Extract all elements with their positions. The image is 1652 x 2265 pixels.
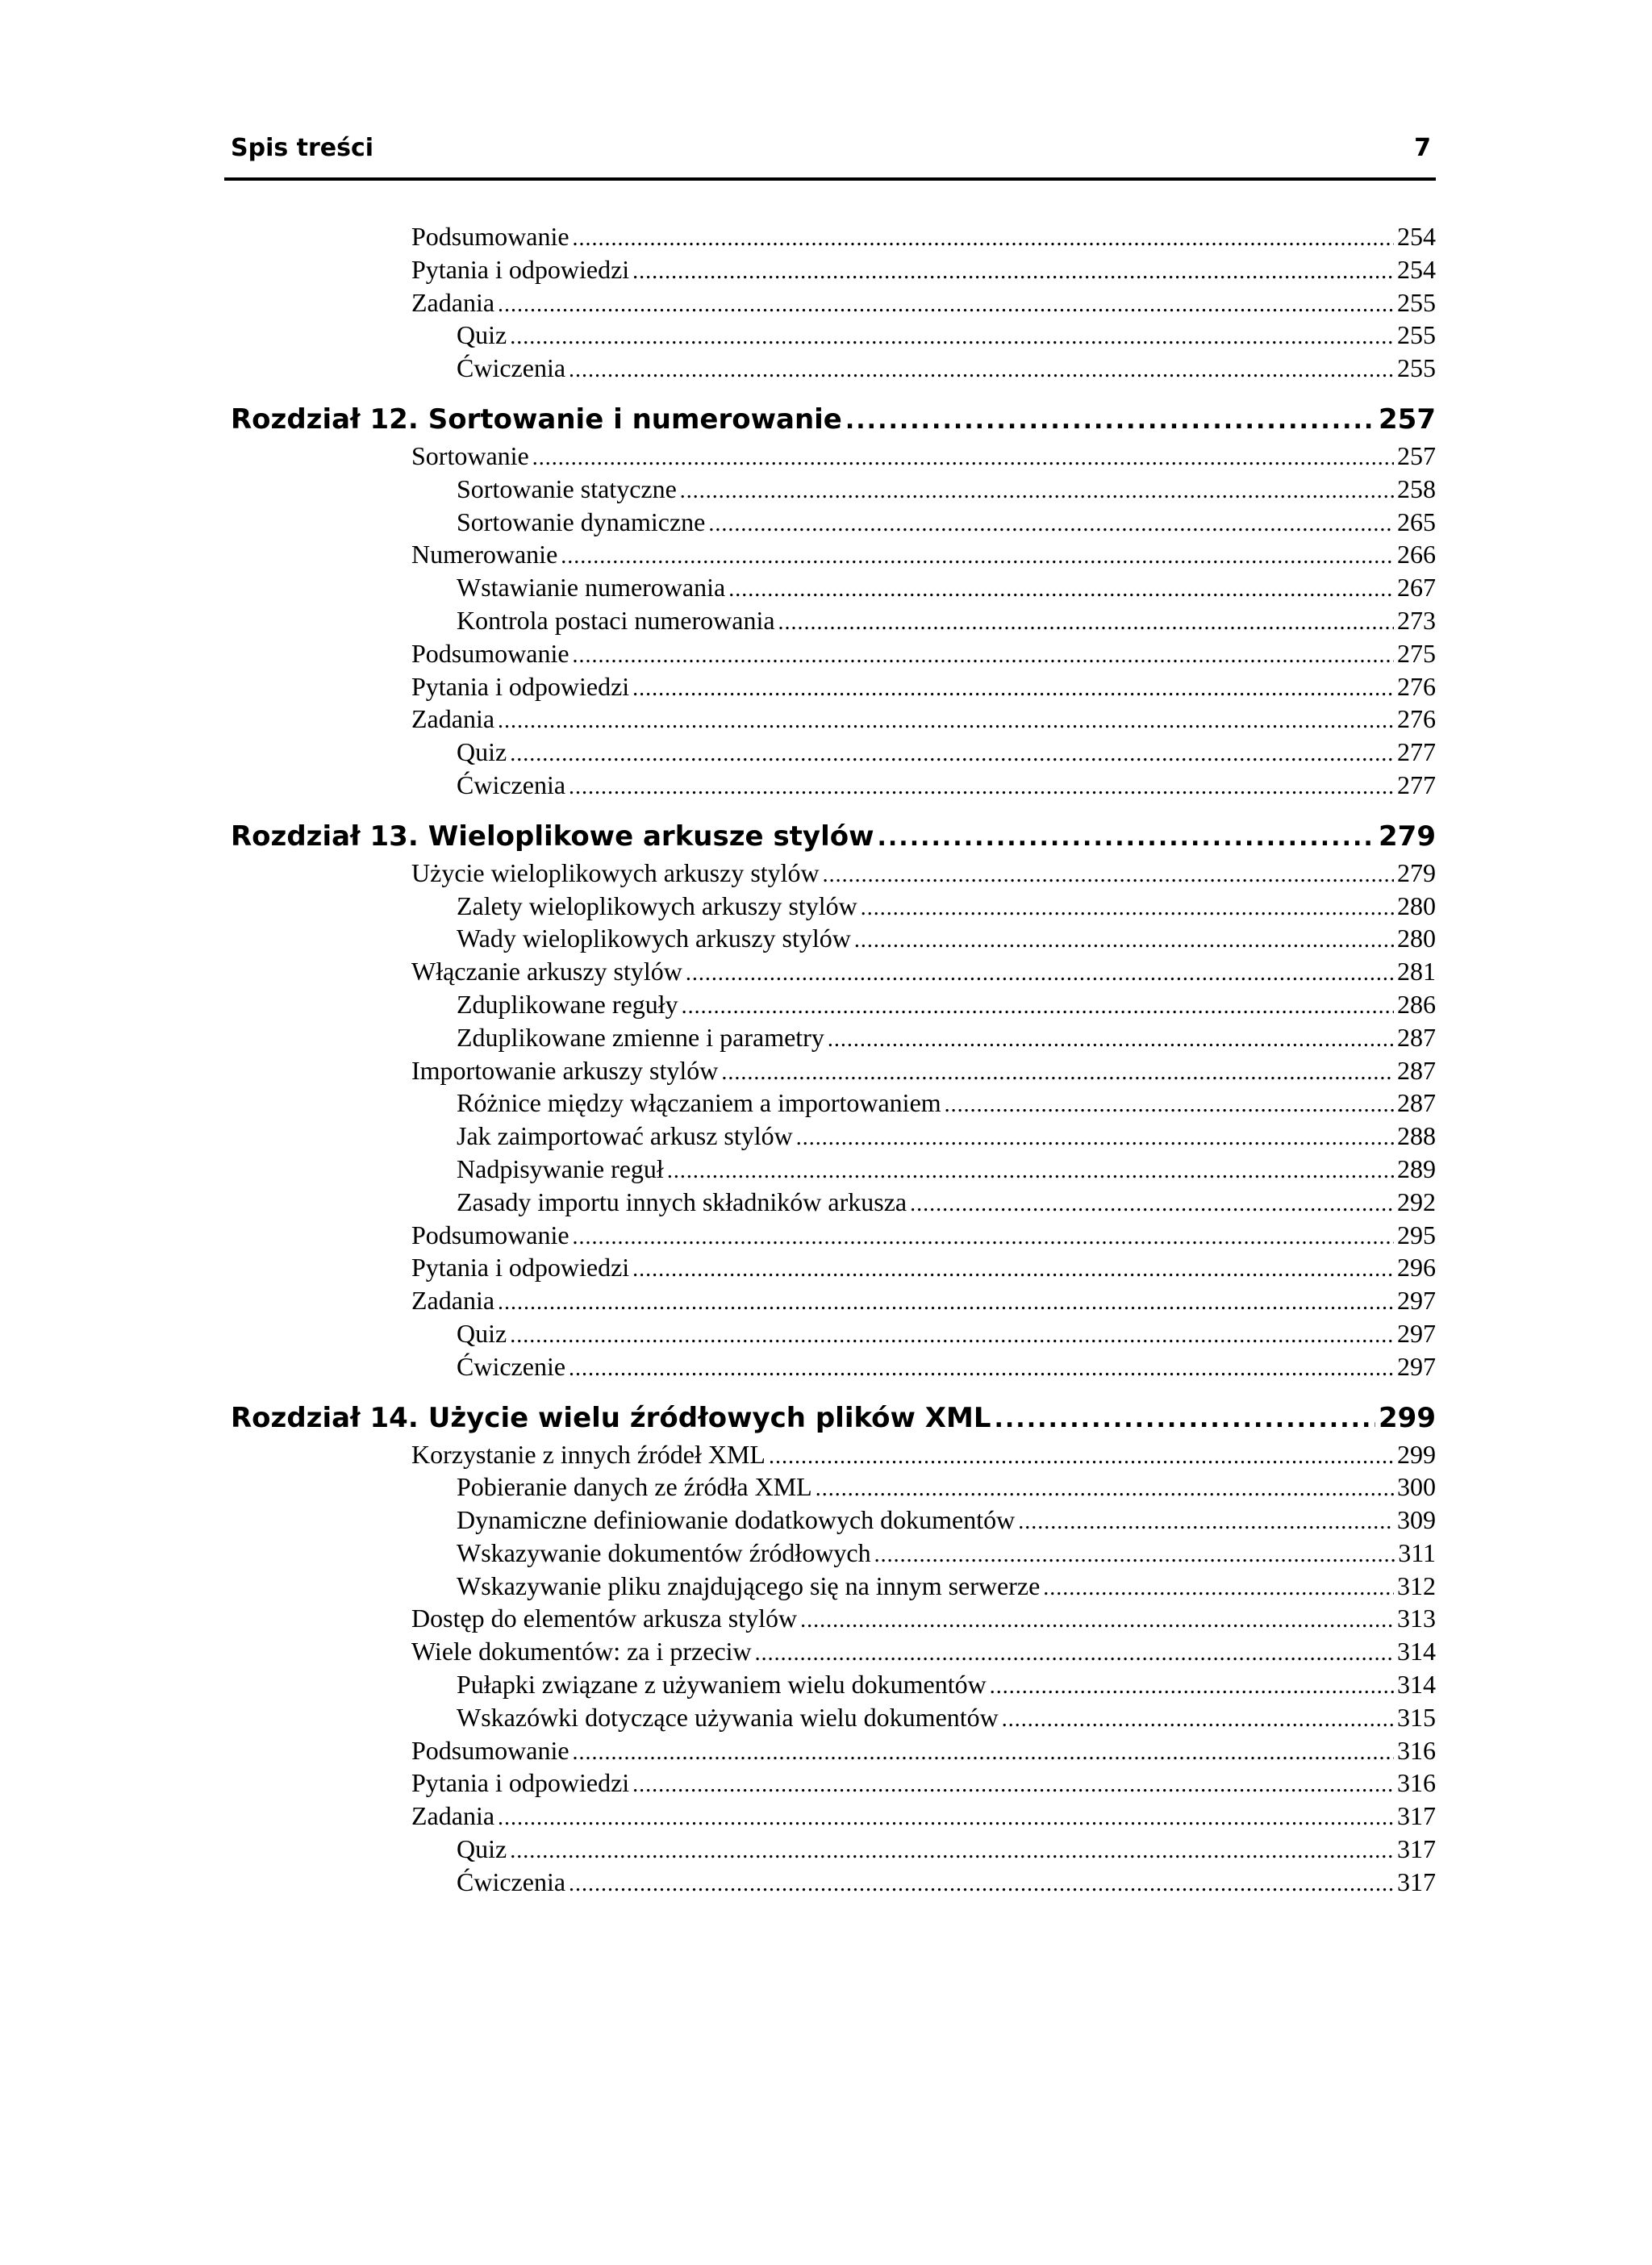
dot-leader: [1018, 1506, 1394, 1539]
entry-page: 295: [1397, 1220, 1436, 1249]
entry-title: Różnice między włączaniem a importowaniem: [457, 1088, 941, 1118]
entry-title: Zadania: [411, 287, 495, 317]
dot-leader: [816, 1473, 1394, 1506]
dot-leader: [910, 1188, 1394, 1221]
entry-title: Wskazówki dotyczące używania wielu dokumentów: [457, 1702, 999, 1732]
toc-subentry[interactable]: [224, 1021, 1436, 1054]
dot-leader: [667, 1155, 1394, 1188]
entry-page: 317: [1397, 1867, 1436, 1896]
entry-title: Ćwiczenia: [457, 770, 566, 799]
entry-page: 312: [1397, 1570, 1436, 1600]
dot-leader: [498, 705, 1394, 738]
entry-page: 280: [1397, 891, 1436, 920]
toc-subentry[interactable]: [224, 1186, 1436, 1219]
toc-entry[interactable]: [224, 703, 1436, 736]
dot-leader: [510, 1320, 1394, 1353]
toc-entry[interactable]: [224, 1054, 1436, 1087]
entry-title: Nadpisywanie reguł: [457, 1153, 664, 1183]
entry-title: Użycie wieloplikowych arkuszy stylów: [411, 857, 820, 887]
toc-entry[interactable]: [224, 670, 1436, 703]
toc-entry[interactable]: [224, 220, 1436, 253]
entry-page: 297: [1397, 1351, 1436, 1381]
entry-title: Jak zaimportować arkusz stylów: [457, 1121, 793, 1151]
toc-subentry[interactable]: [224, 1537, 1436, 1570]
entry-title: Zasady importu innych składników arkusza: [457, 1187, 907, 1216]
toc-entry[interactable]: [224, 1800, 1436, 1833]
toc-entry[interactable]: [224, 253, 1436, 286]
dot-leader: [874, 1539, 1395, 1572]
entry-page: 277: [1397, 770, 1436, 799]
dot-leader: [828, 1024, 1394, 1057]
toc-entry[interactable]: [224, 286, 1436, 319]
entry-page: 311: [1398, 1537, 1436, 1567]
dot-leader: [861, 892, 1394, 925]
dot-leader: [632, 673, 1394, 706]
dot-leader: [498, 1287, 1394, 1320]
dot-leader: [632, 1769, 1394, 1802]
entry-title: Pobieranie danych ze źródła XML: [457, 1472, 812, 1502]
dot-leader: [498, 289, 1394, 322]
dot-leader: [823, 859, 1394, 892]
entry-title: Quiz: [457, 320, 507, 350]
chapter-label: Rozdział 12.: [231, 403, 419, 436]
toc-subentry[interactable]: [224, 506, 1436, 539]
entry-page: 289: [1397, 1153, 1436, 1183]
entry-title: Podsumowanie: [411, 1735, 569, 1765]
dot-leader: [1043, 1572, 1394, 1605]
dot-leader: [990, 1671, 1394, 1704]
entry-title: Dostęp do elementów arkusza stylów: [411, 1604, 798, 1633]
toc-entry[interactable]: [224, 1734, 1436, 1767]
chapter-page: 299: [1379, 1401, 1436, 1434]
entry-page: 316: [1397, 1768, 1436, 1798]
entry-title: Quiz: [457, 737, 507, 767]
entry-title: Pytania i odpowiedzi: [411, 671, 630, 701]
entry-page: 317: [1397, 1834, 1436, 1864]
toc-subentry[interactable]: [224, 769, 1436, 802]
entry-page: 265: [1397, 507, 1436, 536]
entry-page: 297: [1397, 1286, 1436, 1316]
page-number: 7: [1414, 134, 1431, 162]
dot-leader: [532, 442, 1394, 475]
entry-page: 280: [1397, 924, 1436, 953]
toc-subentry[interactable]: [224, 604, 1436, 637]
toc-subentry[interactable]: [224, 1317, 1436, 1350]
entry-title: Sortowanie dynamiczne: [457, 507, 706, 536]
entry-page: 266: [1397, 540, 1436, 569]
entry-page: 292: [1397, 1187, 1436, 1216]
entry-page: 314: [1397, 1637, 1436, 1666]
entry-page: 255: [1397, 287, 1436, 317]
chapter-label: Rozdział 13.: [231, 820, 419, 853]
entry-title: Podsumowanie: [411, 222, 569, 251]
dot-leader: [845, 401, 1375, 441]
entry-title: Ćwiczenie: [457, 1351, 566, 1381]
dot-leader: [708, 508, 1394, 541]
dot-leader: [573, 223, 1394, 256]
entry-page: 309: [1397, 1505, 1436, 1535]
toc-subentry[interactable]: [224, 1701, 1436, 1734]
chapter-label: Rozdział 14.: [231, 1401, 419, 1434]
toc-subentry[interactable]: [224, 1668, 1436, 1701]
entry-title: Quiz: [457, 1318, 507, 1348]
entry-page: 258: [1397, 473, 1436, 503]
toc-subentry[interactable]: [224, 890, 1436, 923]
entry-title: Ćwiczenia: [457, 353, 566, 383]
toc-entry[interactable]: [224, 538, 1436, 571]
dot-leader: [561, 540, 1394, 574]
toc-subentry[interactable]: [224, 1866, 1436, 1899]
entry-page: 287: [1397, 1088, 1436, 1118]
entry-page: 254: [1397, 254, 1436, 284]
dot-leader: [945, 1089, 1394, 1122]
toc-entry[interactable]: [224, 637, 1436, 670]
entry-title: Zalety wieloplikowych arkuszy stylów: [457, 891, 857, 920]
toc-subentry[interactable]: [224, 473, 1436, 506]
entry-title: Wady wieloplikowych arkuszy stylów: [457, 924, 851, 953]
entry-title: Zduplikowane reguły: [457, 989, 678, 1019]
chapter-page: 279: [1379, 820, 1436, 853]
dot-leader: [569, 354, 1394, 387]
entry-title: Dynamiczne definiowanie dodatkowych dokumentów: [457, 1505, 1016, 1535]
dot-leader: [573, 1737, 1394, 1770]
dot-leader: [721, 1057, 1394, 1090]
entry-page: 273: [1397, 605, 1436, 635]
entry-page: 277: [1397, 737, 1436, 767]
page-header: [224, 129, 1436, 181]
dot-leader: [569, 1868, 1394, 1901]
chapter-heading[interactable]: [224, 1398, 1436, 1438]
toc-subentry[interactable]: [224, 736, 1436, 769]
entry-page: 288: [1397, 1121, 1436, 1151]
dot-leader: [632, 1253, 1394, 1287]
table-of-contents: [224, 220, 1436, 1899]
entry-page: 287: [1397, 1022, 1436, 1052]
toc-subentry[interactable]: [224, 1350, 1436, 1383]
dot-leader: [878, 818, 1376, 858]
dot-leader: [778, 607, 1394, 640]
dot-leader: [510, 321, 1394, 354]
toc-subentry[interactable]: [224, 319, 1436, 352]
entry-page: 296: [1397, 1253, 1436, 1283]
entry-title: Pytania i odpowiedzi: [411, 1768, 630, 1798]
entry-title: Wiele dokumentów: za i przeciw: [411, 1637, 752, 1666]
toc-subentry[interactable]: [224, 1087, 1436, 1120]
toc-subentry[interactable]: [224, 1570, 1436, 1603]
toc-entry[interactable]: [224, 1602, 1436, 1635]
running-title: Spis treści: [231, 134, 374, 162]
toc-entry[interactable]: [224, 1284, 1436, 1317]
toc-subentry[interactable]: [224, 1153, 1436, 1186]
entry-title: Wstawianie numerowania: [457, 573, 726, 603]
dot-leader: [682, 991, 1394, 1024]
dot-leader: [1002, 1704, 1394, 1737]
entry-page: 299: [1397, 1439, 1436, 1469]
toc-subentry[interactable]: [224, 352, 1436, 385]
entry-page: 255: [1397, 353, 1436, 383]
entry-page: 313: [1397, 1604, 1436, 1633]
chapter-title: Sortowanie i numerowanie: [428, 403, 842, 436]
entry-title: Importowanie arkuszy stylów: [411, 1055, 719, 1085]
entry-page: 314: [1397, 1670, 1436, 1700]
entry-title: Pytania i odpowiedzi: [411, 1253, 630, 1283]
entry-page: 255: [1397, 320, 1436, 350]
entry-title: Ćwiczenia: [457, 1867, 566, 1896]
toc-subentry[interactable]: [224, 571, 1436, 604]
dot-leader: [854, 924, 1394, 957]
entry-page: 286: [1397, 989, 1436, 1019]
entry-title: Pułapki związane z używaniem wielu dokumentów: [457, 1670, 987, 1700]
entry-title: Kontrola postaci numerowania: [457, 605, 775, 635]
entry-title: Korzystanie z innych źródeł XML: [411, 1439, 766, 1469]
entry-page: 257: [1397, 440, 1436, 470]
entry-title: Podsumowanie: [411, 638, 569, 668]
entry-title: Wskazywanie pliku znajdującego się na innym serwerze: [457, 1570, 1041, 1600]
toc-entry[interactable]: [224, 440, 1436, 473]
entry-title: Zadania: [411, 704, 495, 734]
dot-leader: [510, 738, 1394, 771]
entry-page: 281: [1397, 957, 1436, 987]
entry-page: 300: [1397, 1472, 1436, 1502]
chapter-page: 257: [1379, 403, 1436, 436]
dot-leader: [769, 1441, 1394, 1474]
entry-page: 276: [1397, 671, 1436, 701]
dot-leader: [680, 475, 1394, 508]
entry-page: 275: [1397, 638, 1436, 668]
dot-leader: [569, 1353, 1394, 1386]
entry-title: Pytania i odpowiedzi: [411, 254, 630, 284]
chapter-title: Wieloplikowe arkusze stylów: [428, 820, 874, 853]
toc-entry[interactable]: [224, 1767, 1436, 1800]
toc-entry[interactable]: [224, 1635, 1436, 1668]
entry-title: Podsumowanie: [411, 1220, 569, 1249]
entry-title: Sortowanie: [411, 440, 529, 470]
entry-title: Wskazywanie dokumentów źródłowych: [457, 1537, 871, 1567]
toc-entry[interactable]: [224, 955, 1436, 988]
entry-page: 317: [1397, 1801, 1436, 1831]
dot-leader: [632, 256, 1394, 289]
toc-entry[interactable]: [224, 1438, 1436, 1471]
entry-page: 315: [1397, 1702, 1436, 1732]
toc-subentry[interactable]: [224, 922, 1436, 955]
toc-subentry[interactable]: [224, 1504, 1436, 1537]
entry-title: Zduplikowane zmienne i parametry: [457, 1022, 824, 1052]
entry-title: Zadania: [411, 1286, 495, 1316]
dot-leader: [755, 1637, 1394, 1671]
entry-page: 297: [1397, 1318, 1436, 1348]
dot-leader: [686, 957, 1394, 991]
toc-entry[interactable]: [224, 857, 1436, 890]
toc-subentry[interactable]: [224, 1470, 1436, 1504]
toc-subentry[interactable]: [224, 1120, 1436, 1153]
toc-subentry[interactable]: [224, 988, 1436, 1021]
toc-entry[interactable]: [224, 1219, 1436, 1252]
entry-title: Sortowanie statyczne: [457, 473, 677, 503]
dot-leader: [573, 640, 1394, 673]
entry-title: Zadania: [411, 1801, 495, 1831]
dot-leader: [796, 1122, 1394, 1155]
chapter-title: Użycie wielu źródłowych plików XML: [428, 1401, 991, 1434]
dot-leader: [800, 1604, 1394, 1637]
dot-leader: [573, 1221, 1394, 1254]
chapter-heading[interactable]: [224, 816, 1436, 857]
toc-entry[interactable]: [224, 1251, 1436, 1284]
dot-leader: [728, 574, 1394, 607]
entry-page: 316: [1397, 1735, 1436, 1765]
chapter-heading[interactable]: [224, 399, 1436, 440]
dot-leader: [995, 1399, 1376, 1440]
dot-leader: [569, 771, 1394, 804]
entry-page: 267: [1397, 573, 1436, 603]
entry-title: Numerowanie: [411, 540, 558, 569]
entry-title: Quiz: [457, 1834, 507, 1864]
entry-page: 287: [1397, 1055, 1436, 1085]
toc-subentry[interactable]: [224, 1833, 1436, 1866]
entry-page: 279: [1397, 857, 1436, 887]
entry-page: 276: [1397, 704, 1436, 734]
entry-page: 254: [1397, 222, 1436, 251]
dot-leader: [510, 1835, 1394, 1868]
dot-leader: [498, 1802, 1394, 1835]
entry-title: Włączanie arkuszy stylów: [411, 957, 682, 987]
